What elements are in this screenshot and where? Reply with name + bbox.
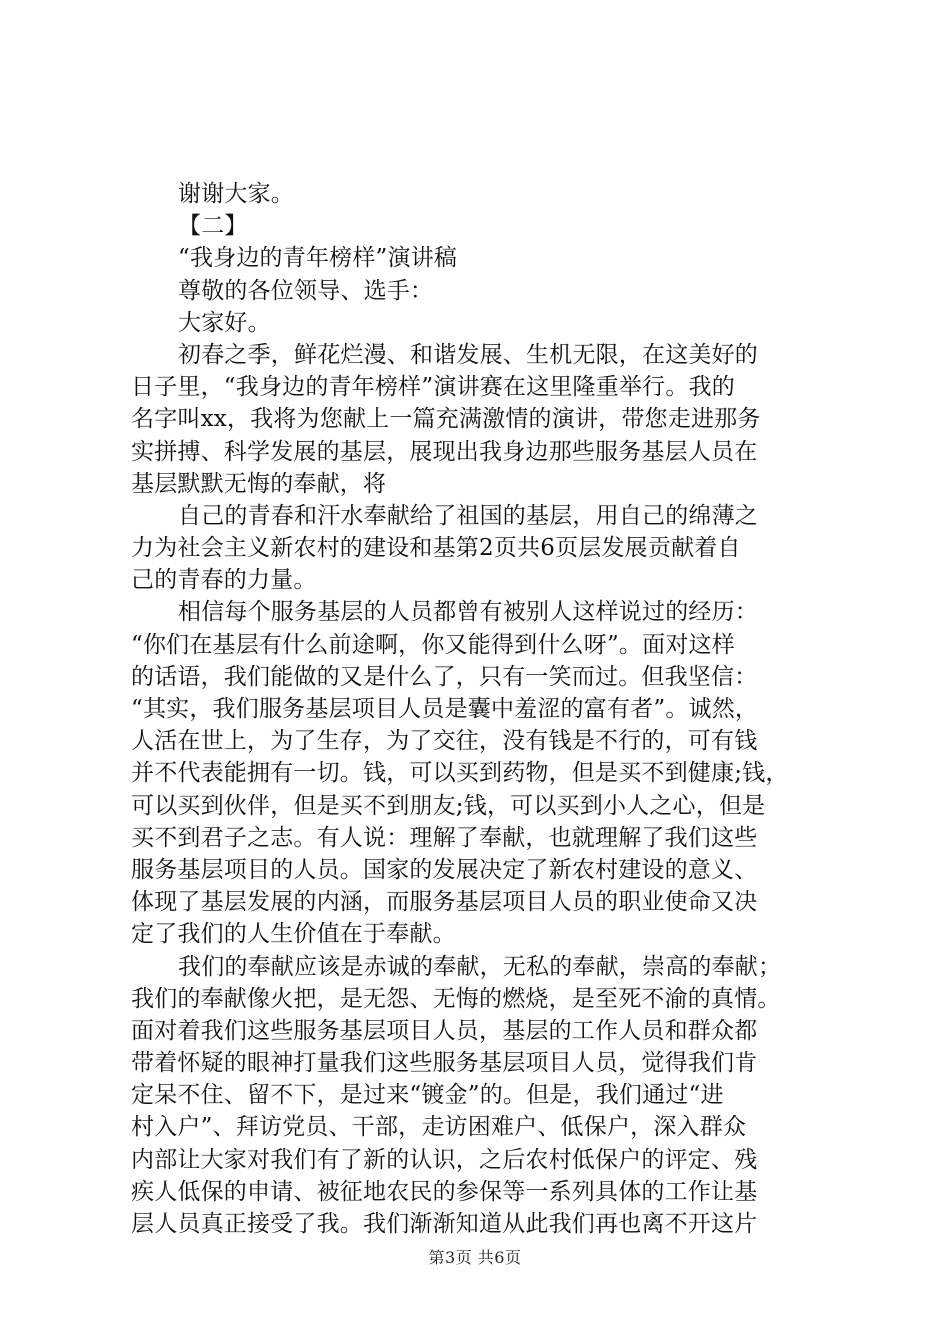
text-line: 日子里，“我身边的青年榜样”演讲赛在这里隆重举行。我的 bbox=[131, 374, 735, 401]
text-line: “你们在基层有什么前途啊，你又能得到什么呀”。面对这样 bbox=[131, 631, 735, 658]
text-line: 村入户”、拜访党员、干部，走访困难户、低保户，深入群众 bbox=[131, 1114, 747, 1141]
text-line: 服务基层项目的人员。国家的发展决定了新农村建设的意义、 bbox=[131, 856, 758, 883]
text-line: 疾人低保的申请、被征地农民的参保等一系列具体的工作让基 bbox=[131, 1178, 758, 1205]
text-line: 可以买到伙伴，但是买不到朋友;钱，可以买到小人之心，但是 bbox=[131, 792, 766, 819]
text-line: 并不代表能拥有一切。钱，可以买到药物，但是买不到健康;钱， bbox=[131, 760, 789, 787]
text-line: 基层默默无悔的奉献，将 bbox=[131, 470, 387, 497]
text-line: 内部让大家对我们有了新的认识，之后农村低保户的评定、残 bbox=[131, 1146, 758, 1173]
text-line: 我们的奉献像火把，是无怨、无悔的燃烧，是至死不渝的真情。 bbox=[131, 985, 781, 1012]
text-line: 定呆不住、留不下，是过来“镀金”的。但是，我们通过“进 bbox=[131, 1082, 724, 1109]
text-line: 自己的青春和汗水奉献给了祖国的基层，用自己的绵薄之 bbox=[178, 502, 758, 529]
text-line: 尊敬的各位领导、选手： bbox=[178, 277, 434, 304]
text-line: 初春之季，鲜花烂漫、和谐发展、生机无限，在这美好的 bbox=[178, 341, 758, 368]
text-line: 买不到君子之志。有人说：理解了奉献，也就理解了我们这些 bbox=[131, 824, 758, 851]
text-line: 名字叫xx，我将为您献上一篇充满激情的演讲，带您走进那务 bbox=[131, 406, 761, 433]
text-line: 实拼搏、科学发展的基层，展现出我身边那些服务基层人员在 bbox=[131, 438, 758, 465]
page-number-footer: 第3页 共6页 bbox=[428, 1248, 522, 1267]
text-line: 我们的奉献应该是赤诚的奉献，无私的奉献，崇高的奉献； bbox=[178, 953, 782, 980]
text-line: 大家好。 bbox=[178, 309, 271, 336]
text-line: “其实，我们服务基层项目人员是囊中羞涩的富有者”。诚然， bbox=[131, 696, 759, 722]
text-line: 定了我们的人生价值在于奉献。 bbox=[131, 921, 456, 948]
text-line: 带着怀疑的眼神打量我们这些服务基层项目人员，觉得我们肯 bbox=[131, 1050, 758, 1077]
text-line: 的话语，我们能做的又是什么了，只有一笑而过。但我坚信： bbox=[131, 663, 758, 690]
text-line: 己的青春的力量。 bbox=[131, 567, 317, 594]
text-line: 【二】 bbox=[178, 213, 248, 240]
text-line: 人活在世上，为了生存，为了交往，没有钱是不行的，可有钱 bbox=[131, 728, 758, 755]
text-line: 体现了基层发展的内涵，而服务基层项目人员的职业使命又决 bbox=[131, 889, 758, 916]
text-line: 谢谢大家。 bbox=[178, 181, 294, 207]
text-line: 层人员真正接受了我。我们渐渐知道从此我们再也离不开这片 bbox=[131, 1211, 758, 1237]
text-line: 相信每个服务基层的人员都曾有被别人这样说过的经历： bbox=[178, 599, 758, 626]
text-line: 力为社会主义新农村的建设和基第2页共6页层发展贡献着自 bbox=[131, 535, 741, 562]
document-body bbox=[131, 178, 831, 1240]
text-line: 面对着我们这些服务基层项目人员，基层的工作人员和群众都 bbox=[131, 1017, 758, 1044]
text-line: “我身边的青年榜样”演讲稿 bbox=[178, 245, 458, 272]
